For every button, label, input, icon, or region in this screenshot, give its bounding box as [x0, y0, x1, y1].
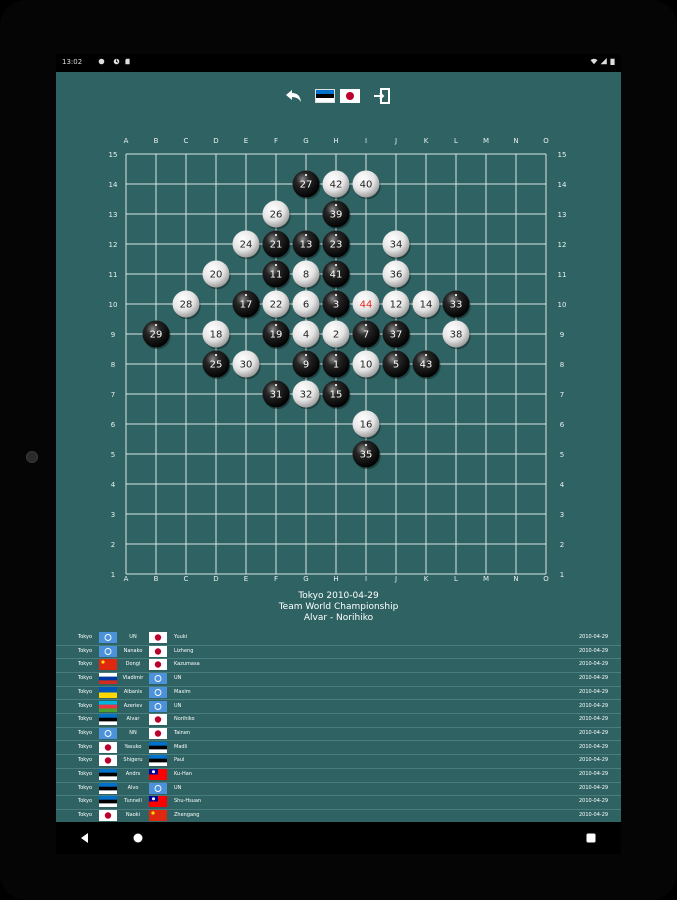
move-number: 5	[392, 359, 400, 371]
game-place: Tokyo	[78, 784, 92, 791]
battery-icon	[610, 58, 615, 65]
status-time: 13:02	[62, 58, 83, 66]
black-player-name: Dongi	[125, 661, 141, 668]
toolbar	[56, 84, 621, 110]
game-row[interactable]	[56, 700, 621, 715]
status-bar	[56, 54, 621, 72]
move-number: 6	[302, 299, 310, 311]
column-label: D	[213, 575, 219, 583]
japan-flag-icon	[149, 646, 167, 657]
japan-flag-icon	[149, 728, 167, 739]
home-icon[interactable]	[132, 832, 144, 844]
black-player-name: Nanako	[123, 647, 143, 654]
move-number: 42	[329, 179, 343, 191]
navigation-bar	[56, 822, 621, 854]
stone-marker-dot	[335, 234, 337, 236]
signal-icon	[600, 58, 608, 65]
row-label: 3	[110, 511, 116, 519]
column-label: A	[123, 137, 129, 145]
white-player-name: Norihiko	[174, 716, 195, 723]
game-row[interactable]	[56, 645, 621, 660]
black-player-name: Yasuko	[124, 743, 142, 750]
game-date: 2010-04-29	[579, 729, 609, 736]
column-label: K	[423, 137, 429, 145]
game-row[interactable]	[56, 686, 621, 701]
game-place: Tokyo	[78, 716, 92, 723]
move-number: 40	[359, 179, 373, 191]
row-label: 10	[108, 301, 118, 309]
move-number: 34	[389, 239, 403, 251]
estonia-flag-icon	[99, 714, 117, 725]
move-number: 35	[359, 449, 373, 461]
stone-marker-dot	[395, 324, 397, 326]
move-number: 23	[329, 239, 343, 251]
move-number: 22	[269, 299, 283, 311]
game-place: Tokyo	[78, 757, 92, 764]
white-player-name: UN	[174, 784, 182, 791]
row-label: 13	[108, 211, 118, 219]
move-number: 30	[239, 359, 253, 371]
move-number: 37	[389, 329, 403, 341]
white-player-name: Shu-Hsuan	[174, 798, 202, 805]
game-row[interactable]	[56, 727, 621, 742]
game-date: 2010-04-29	[579, 812, 609, 819]
column-label: D	[213, 137, 219, 145]
china-flag-icon	[99, 659, 117, 670]
stone-marker-dot	[455, 294, 457, 296]
move-number: 33	[449, 299, 463, 311]
black-player-name: UN	[129, 634, 137, 640]
row-label: 11	[108, 271, 118, 279]
wifi-icon	[590, 58, 598, 65]
recents-icon[interactable]	[585, 832, 597, 844]
column-label: M	[482, 575, 490, 583]
game-row[interactable]	[56, 658, 621, 673]
back-icon[interactable]	[79, 832, 91, 844]
azerbaijan-flag-icon	[99, 701, 117, 712]
column-label: G	[303, 137, 309, 145]
game-date: 2010-04-29	[579, 688, 609, 695]
stone-marker-dot	[305, 234, 307, 236]
black-player-name: Albanis	[123, 688, 143, 695]
game-place: Tokyo	[78, 661, 92, 668]
column-label: E	[243, 575, 249, 583]
move-number: 17	[239, 299, 253, 311]
column-label: H	[333, 137, 339, 145]
taiwan-flag-icon	[149, 796, 167, 807]
black-player-name: Tunneli	[124, 798, 142, 805]
estonia-flag-icon	[315, 89, 335, 103]
game-caption	[56, 591, 621, 624]
move-number: 29	[149, 329, 163, 341]
exit-icon	[373, 87, 391, 105]
game-location-date: Tokyo 2010-04-29	[298, 591, 379, 601]
un-flag-icon	[149, 701, 167, 712]
undo-arrow-icon	[285, 88, 303, 104]
stone-marker-dot	[275, 384, 277, 386]
column-label: B	[153, 137, 159, 145]
row-label: 7	[110, 391, 116, 399]
stone-marker-dot	[335, 294, 337, 296]
game-place: Tokyo	[78, 771, 92, 777]
column-label: K	[423, 575, 429, 583]
notification-icon	[98, 58, 105, 65]
move-number: 21	[269, 239, 283, 251]
game-place: Tokyo	[78, 702, 92, 709]
row-label: 1	[559, 571, 565, 579]
column-label: G	[303, 575, 309, 583]
move-number: 25	[209, 359, 223, 371]
black-player-name: Azeriev	[123, 702, 143, 709]
game-date: 2010-04-29	[579, 743, 609, 750]
game-date: 2010-04-29	[579, 647, 609, 654]
move-number: 15	[329, 389, 343, 401]
white-player-name: Madli	[174, 743, 188, 750]
row-label: 2	[559, 541, 565, 549]
game-row[interactable]	[56, 809, 621, 822]
row-label: 9	[559, 331, 565, 339]
game-date: 2010-04-29	[579, 702, 609, 709]
black-player-name: Alvo	[127, 784, 139, 791]
un-flag-icon	[149, 673, 167, 684]
column-label: N	[513, 137, 519, 145]
move-number: 24	[239, 239, 253, 251]
row-label: 15	[557, 151, 567, 159]
japan-flag-icon	[99, 810, 117, 821]
move-number: 12	[389, 299, 403, 311]
game-players: Alvar - Norihiko	[303, 613, 374, 623]
move-number: 28	[179, 299, 193, 311]
row-label: 13	[557, 211, 567, 219]
stone-marker-dot	[215, 354, 217, 356]
stone-marker-dot	[305, 354, 307, 356]
row-label: 4	[110, 481, 116, 489]
move-number: 11	[269, 269, 283, 281]
move-number: 10	[359, 359, 373, 371]
undo-button[interactable]	[282, 84, 306, 108]
move-number: 9	[302, 359, 310, 371]
stone-marker-dot	[245, 294, 247, 296]
row-label: 14	[108, 181, 118, 189]
row-label: 3	[559, 511, 565, 519]
white-player-name: Kazumasa	[174, 661, 200, 668]
move-number: 38	[449, 329, 463, 341]
row-label: 7	[559, 391, 565, 399]
column-label: J	[394, 575, 398, 583]
row-label: 12	[108, 241, 118, 249]
move-number: 41	[329, 269, 343, 281]
player2-flag-button[interactable]	[339, 84, 361, 108]
move-number: 20	[209, 269, 223, 281]
row-label: 15	[108, 151, 118, 159]
move-number: 39	[329, 209, 343, 221]
stone-marker-dot	[365, 444, 367, 446]
move-number: 4	[302, 329, 310, 341]
estonia-flag-icon	[99, 796, 117, 807]
row-label: 10	[557, 301, 567, 309]
column-label: M	[482, 137, 490, 145]
game-row[interactable]	[56, 672, 621, 687]
game-row[interactable]	[56, 795, 621, 810]
move-number: 26	[269, 209, 283, 221]
move-number: 18	[209, 329, 223, 341]
japan-flag-icon	[149, 659, 167, 670]
column-label: O	[543, 137, 549, 145]
game-date: 2010-04-29	[579, 634, 609, 640]
game-row[interactable]	[56, 631, 621, 646]
black-player-name: Vladimir	[122, 675, 144, 682]
white-player-name: Paul	[174, 757, 185, 764]
row-label: 5	[110, 451, 116, 459]
stone-marker-dot	[335, 384, 337, 386]
app-screen	[56, 54, 621, 822]
column-label: H	[333, 575, 339, 583]
column-label: F	[273, 137, 279, 145]
row-label: 11	[557, 271, 567, 279]
stone-marker-dot	[365, 324, 367, 326]
column-label: L	[454, 575, 458, 583]
column-label: F	[273, 575, 279, 583]
column-label: O	[543, 575, 549, 583]
japan-flag-icon	[340, 89, 360, 103]
white-player-name: Zhengang	[174, 812, 200, 819]
column-label: B	[153, 575, 159, 583]
black-player-name: NN	[129, 729, 137, 736]
game-date: 2010-04-29	[579, 661, 609, 668]
game-event: Team World Championship	[278, 602, 399, 612]
move-number: 19	[269, 329, 283, 341]
black-player-name: Alvar	[126, 716, 140, 723]
game-date: 2010-04-29	[579, 771, 609, 777]
game-place: Tokyo	[78, 743, 92, 750]
stone-marker-dot	[305, 174, 307, 176]
games-list	[56, 631, 621, 822]
game-place: Tokyo	[78, 798, 92, 805]
column-label: J	[394, 137, 398, 145]
stone-marker-dot	[155, 324, 157, 326]
stone-marker-dot	[335, 354, 337, 356]
row-label: 9	[110, 331, 116, 339]
exit-button[interactable]	[370, 84, 394, 108]
game-date: 2010-04-29	[579, 675, 609, 682]
row-label: 8	[110, 361, 116, 369]
move-number: 31	[269, 389, 283, 401]
notification-icon	[113, 58, 120, 65]
white-player-name: Tainen	[174, 729, 191, 736]
game-place: Tokyo	[78, 688, 92, 695]
camera-dot	[26, 451, 38, 463]
game-date: 2010-04-29	[579, 784, 609, 791]
column-label: N	[513, 575, 519, 583]
game-row[interactable]	[56, 713, 621, 728]
white-player-name: UN	[174, 675, 182, 682]
column-label: E	[243, 137, 249, 145]
estonia-flag-icon	[149, 755, 167, 766]
stone-marker-dot	[275, 264, 277, 266]
white-player-name: Lizheng	[174, 647, 194, 654]
un-flag-icon	[99, 728, 117, 739]
white-player-name: Ku-Han	[174, 771, 192, 777]
game-place: Tokyo	[78, 634, 92, 640]
un-flag-icon	[149, 783, 167, 794]
row-label: 5	[559, 451, 565, 459]
row-label: 12	[557, 241, 567, 249]
column-label: C	[183, 137, 189, 145]
estonia-flag-icon	[99, 783, 117, 794]
move-number: 7	[362, 329, 370, 341]
game-row[interactable]	[56, 754, 621, 769]
row-label: 4	[559, 481, 565, 489]
estonia-flag-icon	[99, 769, 117, 780]
un-flag-icon	[99, 646, 117, 657]
game-place: Tokyo	[78, 675, 92, 682]
white-player-name: Maxim	[174, 688, 191, 695]
un-flag-icon	[99, 632, 117, 643]
move-number: 13	[299, 239, 313, 251]
column-label: I	[364, 137, 368, 145]
stone-marker-dot	[335, 204, 337, 206]
taiwan-flag-icon	[149, 769, 167, 780]
black-player-name: Naoki	[125, 812, 141, 819]
row-label: 2	[110, 541, 116, 549]
gomoku-board[interactable]	[56, 134, 621, 614]
move-number: 16	[359, 419, 373, 431]
japan-flag-icon	[149, 714, 167, 725]
stone-marker-dot	[335, 264, 337, 266]
game-place: Tokyo	[78, 729, 92, 736]
game-date: 2010-04-29	[579, 798, 609, 805]
row-label: 14	[557, 181, 567, 189]
move-number: 44	[359, 299, 373, 311]
row-label: 6	[559, 421, 565, 429]
stone-marker-dot	[425, 354, 427, 356]
player1-flag-button[interactable]	[314, 84, 336, 108]
estonia-flag-icon	[149, 742, 167, 753]
stone-marker-dot	[275, 234, 277, 236]
game-date: 2010-04-29	[579, 716, 609, 723]
game-place: Tokyo	[78, 647, 92, 654]
move-number: 32	[299, 389, 313, 401]
ukraine-flag-icon	[99, 687, 117, 698]
game-place: Tokyo	[78, 812, 92, 819]
game-row[interactable]	[56, 741, 621, 756]
game-row[interactable]	[56, 768, 621, 783]
stone-marker-dot	[395, 354, 397, 356]
china-flag-icon	[149, 810, 167, 821]
japan-flag-icon	[99, 755, 117, 766]
black-player-name: Andrs	[125, 771, 141, 777]
black-player-name: Shigeru	[123, 757, 143, 764]
move-number: 14	[419, 299, 433, 311]
game-row[interactable]	[56, 782, 621, 797]
row-label: 6	[110, 421, 116, 429]
un-flag-icon	[149, 687, 167, 698]
move-number: 36	[389, 269, 403, 281]
russia-flag-icon	[99, 673, 117, 684]
sd-card-icon	[124, 58, 131, 65]
white-player-name: UN	[174, 702, 182, 709]
move-number: 1	[332, 359, 340, 371]
move-number: 43	[419, 359, 433, 371]
move-number: 27	[299, 179, 313, 191]
japan-flag-icon	[149, 632, 167, 643]
move-number: 8	[302, 269, 310, 281]
stone-marker-dot	[275, 324, 277, 326]
row-label: 8	[559, 361, 565, 369]
japan-flag-icon	[99, 742, 117, 753]
white-player-name: Yuuki	[174, 634, 188, 640]
column-label: L	[454, 137, 458, 145]
column-label: C	[183, 575, 189, 583]
column-label: I	[364, 575, 368, 583]
column-label: A	[123, 575, 129, 583]
move-number: 2	[332, 329, 340, 341]
move-number: 3	[332, 299, 340, 311]
row-label: 1	[110, 571, 116, 579]
game-date: 2010-04-29	[579, 757, 609, 764]
